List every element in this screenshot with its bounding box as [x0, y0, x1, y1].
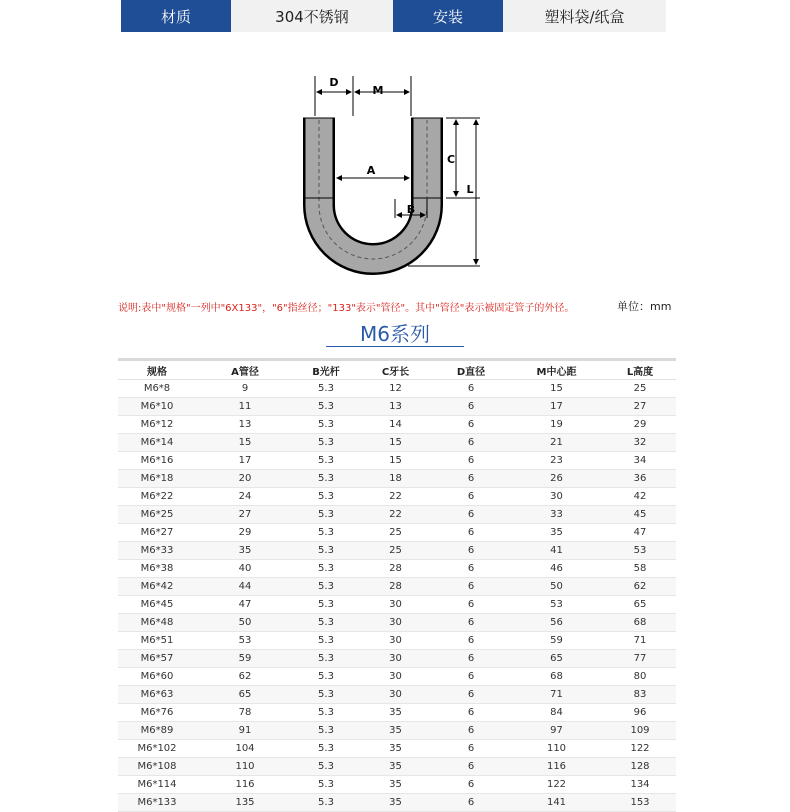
table-cell: 22 [358, 488, 433, 506]
table-cell: 62 [604, 578, 676, 596]
table-cell: 141 [509, 794, 604, 812]
table-cell: 6 [433, 524, 509, 542]
table-row [118, 758, 676, 776]
table-cell: 35 [509, 524, 604, 542]
table-row [118, 650, 676, 668]
u-bolt-body [303, 118, 443, 259]
table-body [118, 380, 676, 812]
table-cell: 6 [433, 794, 509, 812]
table-cell: M6*76 [118, 704, 196, 722]
table-cell: M6*45 [118, 596, 196, 614]
table-cell: 6 [433, 380, 509, 398]
table-cell: 56 [509, 614, 604, 632]
table-cell: M6*27 [118, 524, 196, 542]
table-cell: 29 [196, 524, 294, 542]
table-cell: M6*89 [118, 722, 196, 740]
table-cell: 6 [433, 434, 509, 452]
unit-label: 单位：mm [617, 300, 672, 313]
table-cell: 6 [433, 776, 509, 794]
table-cell: 5.3 [294, 416, 358, 434]
table-cell: 53 [509, 596, 604, 614]
table-cell: 47 [196, 596, 294, 614]
table-cell: 50 [196, 614, 294, 632]
table-cell: 6 [433, 758, 509, 776]
table-cell: M6*10 [118, 398, 196, 416]
table-cell: 5.3 [294, 794, 358, 812]
table-cell: 128 [604, 758, 676, 776]
table-cell: 5.3 [294, 758, 358, 776]
table-cell: 29 [604, 416, 676, 434]
spec-header-bar [121, 0, 666, 32]
u-bolt-diagram [0, 60, 790, 290]
table-cell: 11 [196, 398, 294, 416]
table-cell: 13 [196, 416, 294, 434]
table-cell: 25 [604, 380, 676, 398]
table-row [118, 668, 676, 686]
table-cell: 104 [196, 740, 294, 758]
table-cell: 30 [358, 614, 433, 632]
table-cell: 62 [196, 668, 294, 686]
table-cell: M6*102 [118, 740, 196, 758]
column-header: 规格 [118, 360, 196, 380]
table-row [118, 524, 676, 542]
table-cell: 24 [196, 488, 294, 506]
table-cell: 5.3 [294, 560, 358, 578]
table-cell: M6*63 [118, 686, 196, 704]
table-cell: 5.3 [294, 740, 358, 758]
table-cell: M6*57 [118, 650, 196, 668]
table-row [118, 488, 676, 506]
table-cell: M6*22 [118, 488, 196, 506]
table-cell: 6 [433, 722, 509, 740]
table-cell: 42 [604, 488, 676, 506]
table-cell: 5.3 [294, 380, 358, 398]
column-header: A管径 [196, 360, 294, 380]
table-cell: 33 [509, 506, 604, 524]
table-cell: 46 [509, 560, 604, 578]
table-cell: 65 [196, 686, 294, 704]
table-cell: 26 [509, 470, 604, 488]
table-cell: 5.3 [294, 470, 358, 488]
table-cell: 6 [433, 704, 509, 722]
series-title: M6系列 [360, 322, 430, 346]
table-cell: 80 [604, 668, 676, 686]
table-cell: 35 [358, 776, 433, 794]
table-cell: 14 [358, 416, 433, 434]
table-cell: 96 [604, 704, 676, 722]
table-cell: 30 [358, 668, 433, 686]
table-cell: 6 [433, 686, 509, 704]
table-cell: 68 [509, 668, 604, 686]
table-cell: 17 [196, 452, 294, 470]
column-header: M中心距 [509, 360, 604, 380]
table-cell: M6*12 [118, 416, 196, 434]
table-row [118, 416, 676, 434]
dim-label-m: M [372, 84, 384, 97]
table-cell: 68 [604, 614, 676, 632]
table-cell: 40 [196, 560, 294, 578]
table-cell: 30 [358, 632, 433, 650]
table-cell: 5.3 [294, 524, 358, 542]
table-row [118, 794, 676, 812]
table-cell: 5.3 [294, 632, 358, 650]
table-cell: 17 [509, 398, 604, 416]
table-cell: 45 [604, 506, 676, 524]
column-header: D直径 [433, 360, 509, 380]
table-row [118, 452, 676, 470]
table-cell: 5.3 [294, 452, 358, 470]
table-row [118, 380, 676, 398]
table-row [118, 740, 676, 758]
dim-label-c: C [446, 153, 456, 166]
table-cell: 5.3 [294, 722, 358, 740]
table-row [118, 632, 676, 650]
table-cell: 58 [604, 560, 676, 578]
column-header: B光杆 [294, 360, 358, 380]
series-title-underline [326, 346, 464, 347]
table-cell: 35 [358, 704, 433, 722]
table-cell: 134 [604, 776, 676, 794]
table-cell: 6 [433, 542, 509, 560]
table-cell: 36 [604, 470, 676, 488]
table-cell: 25 [358, 524, 433, 542]
table-cell: 6 [433, 668, 509, 686]
table-cell: 5.3 [294, 668, 358, 686]
table-cell: 30 [509, 488, 604, 506]
package-value: 塑料袋/纸盒 [503, 0, 666, 32]
table-cell: 77 [604, 650, 676, 668]
table-cell: 5.3 [294, 614, 358, 632]
table-cell: 9 [196, 380, 294, 398]
table-cell: 6 [433, 650, 509, 668]
table-cell: 153 [604, 794, 676, 812]
table-cell: 59 [196, 650, 294, 668]
table-cell: 6 [433, 614, 509, 632]
table-cell: 78 [196, 704, 294, 722]
table-cell: 84 [509, 704, 604, 722]
table-row [118, 776, 676, 794]
table-cell: 5.3 [294, 686, 358, 704]
table-cell: 5.3 [294, 542, 358, 560]
table-cell: 23 [509, 452, 604, 470]
table-cell: M6*108 [118, 758, 196, 776]
table-cell: M6*16 [118, 452, 196, 470]
table-cell: 25 [358, 542, 433, 560]
dim-label-a: A [366, 164, 376, 177]
table-header-row [118, 360, 676, 380]
dim-label-b: B [406, 203, 416, 216]
table-cell: M6*8 [118, 380, 196, 398]
table-cell: 5.3 [294, 704, 358, 722]
dim-label-d: D [329, 76, 339, 89]
table-cell: 83 [604, 686, 676, 704]
table-row [118, 470, 676, 488]
table-cell: 122 [509, 776, 604, 794]
table-cell: 71 [509, 686, 604, 704]
table-row [118, 596, 676, 614]
table-cell: M6*42 [118, 578, 196, 596]
table-cell: 5.3 [294, 506, 358, 524]
table-cell: 13 [358, 398, 433, 416]
table-cell: 15 [358, 452, 433, 470]
table-cell: 71 [604, 632, 676, 650]
table-row [118, 578, 676, 596]
table-cell: 5.3 [294, 434, 358, 452]
table-cell: 41 [509, 542, 604, 560]
table-cell: M6*60 [118, 668, 196, 686]
table-cell: 47 [604, 524, 676, 542]
table-cell: 28 [358, 578, 433, 596]
table-cell: 53 [196, 632, 294, 650]
table-cell: 6 [433, 596, 509, 614]
table-cell: M6*33 [118, 542, 196, 560]
table-cell: 122 [604, 740, 676, 758]
table-cell: 21 [509, 434, 604, 452]
table-cell: 27 [604, 398, 676, 416]
table-cell: 116 [509, 758, 604, 776]
table-cell: M6*18 [118, 470, 196, 488]
table-cell: 15 [196, 434, 294, 452]
table-cell: 6 [433, 632, 509, 650]
table-row [118, 614, 676, 632]
table-row [118, 560, 676, 578]
table-cell: 22 [358, 506, 433, 524]
table-row [118, 542, 676, 560]
table-cell: 6 [433, 398, 509, 416]
table-cell: 65 [604, 596, 676, 614]
table-cell: M6*25 [118, 506, 196, 524]
spec-table [118, 358, 676, 812]
table-cell: 32 [604, 434, 676, 452]
table-cell: 110 [509, 740, 604, 758]
column-header: L高度 [604, 360, 676, 380]
table-row [118, 722, 676, 740]
table-cell: 6 [433, 560, 509, 578]
table-cell: 30 [358, 686, 433, 704]
table-cell: 35 [358, 758, 433, 776]
table-cell: 35 [358, 740, 433, 758]
table-cell: M6*48 [118, 614, 196, 632]
table-cell: 19 [509, 416, 604, 434]
table-cell: 109 [604, 722, 676, 740]
table-cell: 18 [358, 470, 433, 488]
install-label: 安装 [393, 0, 503, 32]
table-note: 说明:表中"规格"一列中"6X133"，"6"指丝径；"133"表示"管径"。其中"管径"表示被固定管子的外径。 [118, 303, 575, 314]
table-cell: 35 [196, 542, 294, 560]
table-cell: 110 [196, 758, 294, 776]
table-cell: 5.3 [294, 398, 358, 416]
table-row [118, 686, 676, 704]
table-cell: M6*114 [118, 776, 196, 794]
table-cell: 6 [433, 470, 509, 488]
table-cell: 44 [196, 578, 294, 596]
table-cell: M6*51 [118, 632, 196, 650]
table-cell: 6 [433, 578, 509, 596]
table-cell: M6*14 [118, 434, 196, 452]
table-cell: 6 [433, 416, 509, 434]
table-cell: 5.3 [294, 776, 358, 794]
table-cell: 53 [604, 542, 676, 560]
table-row [118, 434, 676, 452]
material-value: 304不锈钢 [231, 0, 393, 32]
table-cell: 15 [358, 434, 433, 452]
table-cell: 97 [509, 722, 604, 740]
material-label: 材质 [121, 0, 231, 32]
table-row [118, 398, 676, 416]
table-cell: 5.3 [294, 488, 358, 506]
table-cell: 27 [196, 506, 294, 524]
table-cell: 91 [196, 722, 294, 740]
table-cell: 6 [433, 452, 509, 470]
table-cell: 28 [358, 560, 433, 578]
table-cell: 59 [509, 632, 604, 650]
table-cell: 6 [433, 740, 509, 758]
table-cell: 34 [604, 452, 676, 470]
table-cell: 30 [358, 596, 433, 614]
table-cell: 35 [358, 722, 433, 740]
table-cell: 135 [196, 794, 294, 812]
table-cell: 5.3 [294, 650, 358, 668]
column-header: C牙长 [358, 360, 433, 380]
table-cell: 65 [509, 650, 604, 668]
table-row [118, 506, 676, 524]
table-cell: 5.3 [294, 596, 358, 614]
table-cell: M6*133 [118, 794, 196, 812]
table-cell: 20 [196, 470, 294, 488]
table-cell: 35 [358, 794, 433, 812]
table-row [118, 704, 676, 722]
table-cell: 6 [433, 488, 509, 506]
table-cell: 6 [433, 506, 509, 524]
table-cell: 12 [358, 380, 433, 398]
table-cell: 50 [509, 578, 604, 596]
dim-label-l: L [466, 183, 474, 196]
table-cell: 116 [196, 776, 294, 794]
table-cell: 15 [509, 380, 604, 398]
table-cell: 5.3 [294, 578, 358, 596]
table-cell: 30 [358, 650, 433, 668]
table-cell: M6*38 [118, 560, 196, 578]
